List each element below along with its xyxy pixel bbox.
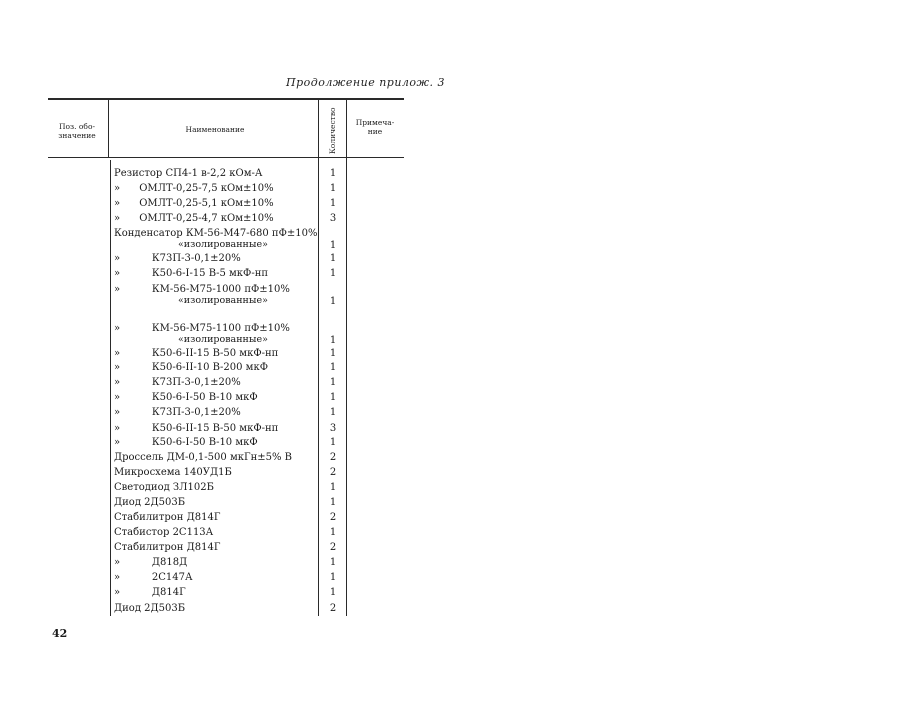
table-row	[0, 452, 420, 467]
row-name: » К50-6-I-15 В-5 мкФ-нп	[114, 268, 269, 279]
header-bottom-rule	[48, 157, 404, 158]
row-quantity: 1	[329, 183, 337, 194]
column-header-name: Наименование	[185, 125, 245, 134]
row-quantity: 2	[329, 467, 337, 478]
column-header-qty: Количество	[328, 107, 337, 154]
row-name: Конденсатор КМ-56-М47-680 пФ±10%	[114, 228, 318, 239]
table-row	[0, 542, 420, 557]
row-name: » К50-6-II-15 В-50 мкФ-нп	[114, 348, 279, 359]
row-name: » К50-6-II-15 В-50 мкФ-нп	[114, 423, 279, 434]
row-name: » ОМЛТ-0,25-4,7 кОм±10%	[114, 213, 274, 224]
row-quantity: 1	[329, 437, 337, 448]
row-name: Стабистор 2С113А	[114, 527, 214, 538]
column-header-note: Примеча- ние	[355, 118, 395, 136]
row-name: Диод 2Д503Б	[114, 497, 186, 508]
row-quantity: 1	[329, 497, 337, 508]
row-name: » К50-6-I-50 В-10 мкФ	[114, 437, 258, 448]
table-row	[0, 482, 420, 497]
row-quantity: 1	[329, 268, 337, 279]
table-row	[0, 497, 420, 512]
row-name: » К50-6-II-10 В-200 мкФ	[114, 362, 268, 373]
row-quantity: 1	[329, 572, 337, 583]
table-row	[0, 362, 420, 377]
row-name: » 2С147А	[114, 572, 193, 583]
row-name-continuation: «изолированные»	[178, 295, 268, 306]
row-quantity: 1	[329, 557, 337, 568]
row-quantity: 1	[329, 407, 337, 418]
table-row	[0, 228, 420, 251]
table-row	[0, 467, 420, 482]
table-row	[0, 512, 420, 527]
row-quantity: 2	[329, 452, 337, 463]
row-name: » К73П-3-0,1±20%	[114, 253, 241, 264]
table-row	[0, 348, 420, 363]
table-row	[0, 527, 420, 542]
row-quantity: 1	[329, 392, 337, 403]
row-name: » К73П-3-0,1±20%	[114, 377, 241, 388]
row-quantity: 1	[329, 253, 337, 264]
row-name: » ОМЛТ-0,25-5,1 кОм±10%	[114, 198, 274, 209]
row-quantity: 1	[329, 377, 337, 388]
row-name: » К73П-3-0,1±20%	[114, 407, 241, 418]
row-quantity: 1	[329, 335, 337, 346]
row-name: » КМ-56-М75-1100 пФ±10%	[114, 323, 290, 334]
table-row	[0, 198, 420, 213]
table-row	[0, 587, 420, 602]
col-rule-1	[108, 98, 109, 158]
row-name: Резистор СП4-1 в-2,2 кОм-А	[114, 168, 263, 179]
table-top-rule	[48, 98, 404, 100]
row-name: Дроссель ДМ-0,1-500 мкГн±5% В	[114, 452, 293, 463]
row-name: » КМ-56-М75-1000 пФ±10%	[114, 284, 290, 295]
table-row	[0, 437, 420, 452]
row-name: » Д814Г	[114, 587, 186, 598]
continuation-label: Продолжение прилож. 3	[286, 76, 446, 89]
row-quantity: 2	[329, 603, 337, 614]
row-quantity: 2	[329, 542, 337, 553]
table-row	[0, 603, 420, 618]
row-name: » К50-6-I-50 В-10 мкФ	[114, 392, 258, 403]
row-quantity: 1	[329, 527, 337, 538]
row-quantity: 1	[329, 587, 337, 598]
table-row	[0, 284, 420, 307]
table-row	[0, 392, 420, 407]
row-name: Стабилитрон Д814Г	[114, 542, 221, 553]
row-quantity: 1	[329, 482, 337, 493]
row-name: » Д818Д	[114, 557, 188, 568]
row-name-continuation: «изолированные»	[178, 334, 268, 345]
table-row	[0, 557, 420, 572]
row-quantity: 3	[329, 423, 337, 434]
row-quantity: 1	[329, 362, 337, 373]
table-row	[0, 268, 420, 283]
table-row	[0, 213, 420, 228]
row-quantity: 1	[329, 348, 337, 359]
row-name: Микросхема 140УД1Б	[114, 467, 232, 478]
row-name: Стабилитрон Д814Г	[114, 512, 221, 523]
table-row	[0, 423, 420, 438]
row-name: Светодиод ЗЛ102Б	[114, 482, 214, 493]
row-quantity: 2	[329, 512, 337, 523]
page-number: 42	[52, 627, 68, 640]
table-row	[0, 183, 420, 198]
row-name-continuation: «изолированные»	[178, 239, 268, 250]
table-row	[0, 168, 420, 183]
row-quantity: 1	[329, 240, 337, 251]
row-name: Диод 2Д503Б	[114, 603, 186, 614]
table-row	[0, 572, 420, 587]
table-row	[0, 407, 420, 422]
row-quantity: 1	[329, 168, 337, 179]
row-quantity: 1	[329, 296, 337, 307]
column-header-pos: Поз. обо- значение	[58, 122, 96, 140]
table-row	[0, 377, 420, 392]
row-name: » ОМЛТ-0,25-7,5 кОм±10%	[114, 183, 274, 194]
table-row	[0, 253, 420, 268]
table-row	[0, 323, 420, 346]
row-quantity: 3	[329, 213, 337, 224]
row-quantity: 1	[329, 198, 337, 209]
